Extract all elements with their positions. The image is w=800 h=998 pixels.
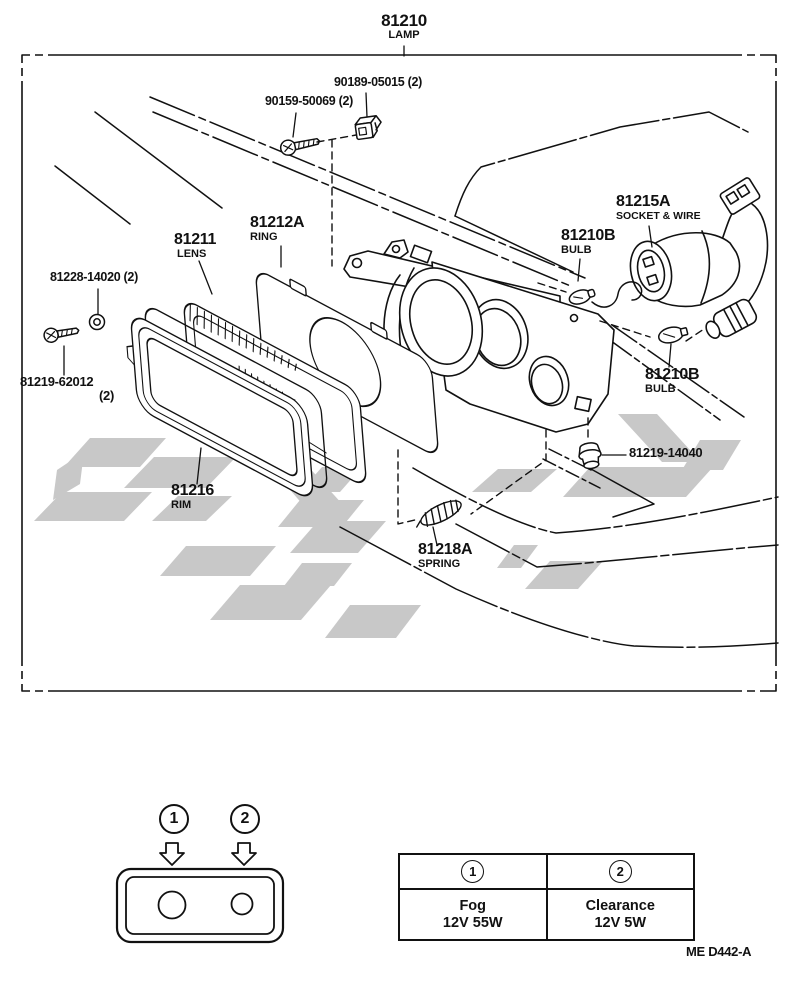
callout-digit: 2	[616, 864, 624, 879]
bulb-rating: 12V 5W	[594, 914, 647, 931]
part-name: BULB	[645, 382, 676, 395]
bulb-rating: 12V 55W	[442, 914, 503, 931]
spec-table-header	[400, 855, 693, 890]
bulb-type: Fog	[459, 897, 487, 914]
bulb-type: Clearance	[585, 897, 655, 914]
label-bulb-fog	[561, 228, 615, 256]
label-ring	[250, 215, 304, 243]
label-bulb-clearance	[645, 367, 699, 395]
top-screw	[279, 134, 321, 157]
label-rim	[171, 483, 214, 511]
label-screw-90159: 90159-50069 (2)	[265, 94, 353, 108]
wire-connector	[719, 177, 761, 215]
fog-bulb-position	[159, 892, 186, 919]
clearance-socket	[702, 297, 759, 344]
label-screw-62012	[20, 375, 114, 402]
label-grommet: 81219-14040	[629, 445, 703, 460]
left-screw	[43, 323, 80, 343]
callout-marker-1	[461, 860, 484, 883]
part-name: RING	[250, 230, 278, 243]
part-number: 81218A	[418, 541, 473, 558]
part-name: RIM	[171, 498, 192, 511]
label-lamp-assembly	[354, 12, 454, 41]
part-number: 81210B	[645, 366, 700, 383]
callout-marker-2	[230, 804, 260, 834]
washer	[90, 315, 105, 330]
part-name: SOCKET & WIRE	[616, 209, 701, 222]
clearance-bulb	[657, 324, 689, 346]
label-screw-90189: 90189-05015 (2)	[334, 75, 422, 89]
label-socket-wire	[616, 194, 701, 222]
label-lens	[174, 232, 216, 260]
label-spring	[418, 542, 472, 570]
clearance-bulb-position	[232, 894, 253, 915]
part-number: 81210	[381, 11, 427, 30]
part-number: 81215A	[616, 193, 671, 210]
spec-header-col1	[400, 855, 548, 888]
callout-digit: 1	[169, 810, 179, 827]
part-name: LAMP	[388, 28, 420, 41]
part-qty: (2)	[99, 387, 114, 403]
down-arrow-2	[232, 843, 256, 865]
lamp-front-view	[117, 843, 283, 942]
part-name: SPRING	[418, 557, 461, 570]
part-number: 81211	[174, 231, 217, 248]
label-washer: 81228-14020 (2)	[50, 270, 138, 284]
part-number: 81216	[171, 482, 214, 499]
fog-bulb	[568, 282, 642, 307]
part-number: 81219-62012	[20, 374, 94, 389]
callout-marker-2	[609, 860, 632, 883]
part-number: 81212A	[250, 214, 305, 231]
part-number: 81210B	[561, 227, 616, 244]
down-arrow-1	[160, 843, 184, 865]
bulb-spec-table	[398, 853, 695, 941]
spec-cell-fog	[400, 890, 548, 939]
figure-code: ME D442-A	[686, 944, 752, 959]
spec-table-body	[400, 890, 693, 939]
callout-digit: 1	[469, 864, 477, 879]
callout-marker-1	[159, 804, 189, 834]
spring	[412, 496, 464, 532]
spec-header-col2	[548, 855, 694, 888]
part-name: BULB	[561, 243, 592, 256]
mounting-clip	[354, 115, 383, 139]
spec-cell-clearance	[548, 890, 694, 939]
part-name: LENS	[177, 247, 207, 260]
callout-digit: 2	[240, 810, 250, 827]
